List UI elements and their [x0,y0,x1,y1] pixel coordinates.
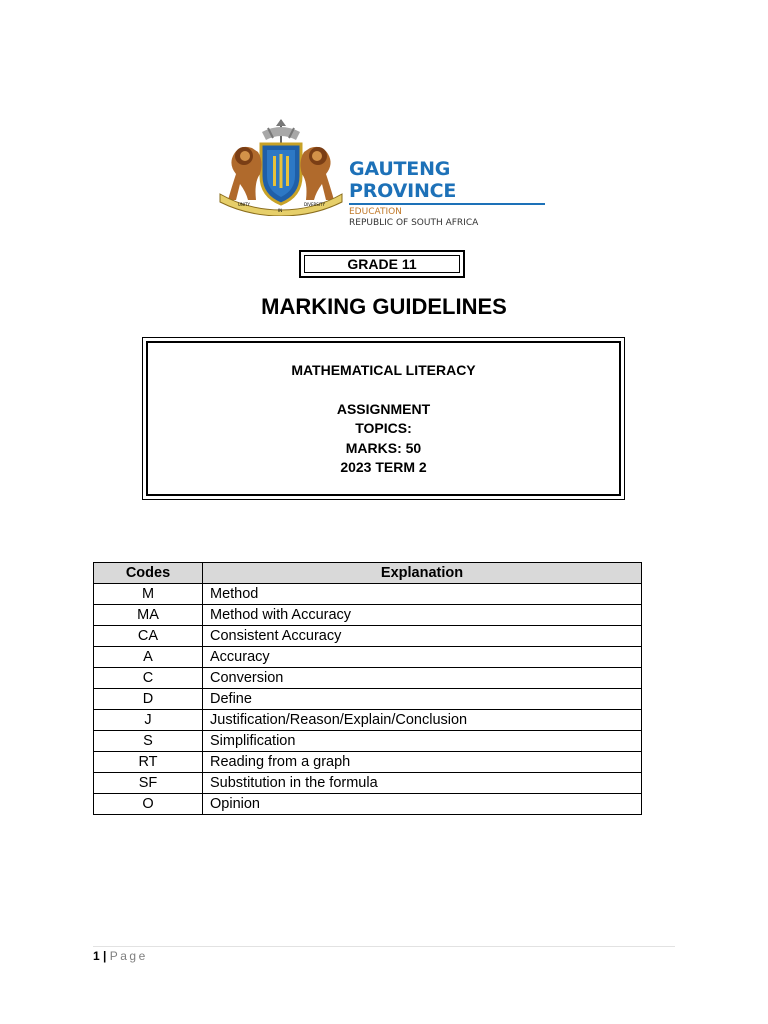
code-cell: SF [94,773,203,794]
table-row [94,731,642,752]
code-cell: J [94,710,203,731]
explanation-cell: Opinion [203,794,642,815]
explanation-column-header: Explanation [203,563,642,584]
explanation-cell: Method with Accuracy [203,605,642,626]
code-cell: MA [94,605,203,626]
table-row [94,752,642,773]
coat-of-arms-icon [218,118,346,216]
page-footer [93,949,148,963]
explanation-cell: Method [203,584,642,605]
page-number: 1 [93,949,100,963]
motto-mid: IN [278,208,283,213]
code-cell: RT [94,752,203,773]
assignment-label: ASSIGNMENT [336,400,431,417]
table-row [94,584,642,605]
grade-box [299,250,465,278]
table-row [94,710,642,731]
motto-left: UNITY [238,202,250,207]
logo-department: EDUCATION [349,207,402,217]
table-header-row [94,563,642,584]
footer-divider [93,946,675,947]
logo-underline [349,203,545,205]
explanation-cell: Define [203,689,642,710]
subject-label: MATHEMATICAL LITERACY [291,362,476,378]
codes-table [93,562,642,815]
footer-separator: | [103,949,107,963]
table-row [94,626,642,647]
codes-column-header: Codes [94,563,203,584]
table-row [94,647,642,668]
marks-label: MARKS: 50 [345,439,422,456]
code-cell: O [94,794,203,815]
table-row [94,668,642,689]
page-label: Page [109,949,148,963]
table-row [94,689,642,710]
explanation-cell: Substitution in the formula [203,773,642,794]
explanation-cell: Consistent Accuracy [203,626,642,647]
grade-label: GRADE 11 [304,255,460,273]
explanation-cell: Simplification [203,731,642,752]
logo-text [349,158,553,229]
code-cell: M [94,584,203,605]
explanation-cell: Reading from a graph [203,752,642,773]
info-box-inner [146,341,621,496]
explanation-cell: Accuracy [203,647,642,668]
code-cell: CA [94,626,203,647]
explanation-cell: Justification/Reason/Explain/Conclusion [203,710,642,731]
table-row [94,794,642,815]
code-cell: S [94,731,203,752]
page-title: MARKING GUIDELINES [261,294,507,319]
code-cell: C [94,668,203,689]
term-label: 2023 TERM 2 [340,459,427,475]
motto-right: DIVERSITY [304,202,325,207]
gauteng-logo [218,118,553,228]
table-row [94,773,642,794]
topics-label: TOPICS: [355,420,412,436]
logo-title: GAUTENG PROVINCE [349,158,457,202]
explanation-cell: Conversion [203,668,642,689]
code-cell: D [94,689,203,710]
logo-country: REPUBLIC OF SOUTH AFRICA [349,218,479,228]
code-cell: A [94,647,203,668]
table-row [94,605,642,626]
info-box [142,337,625,500]
